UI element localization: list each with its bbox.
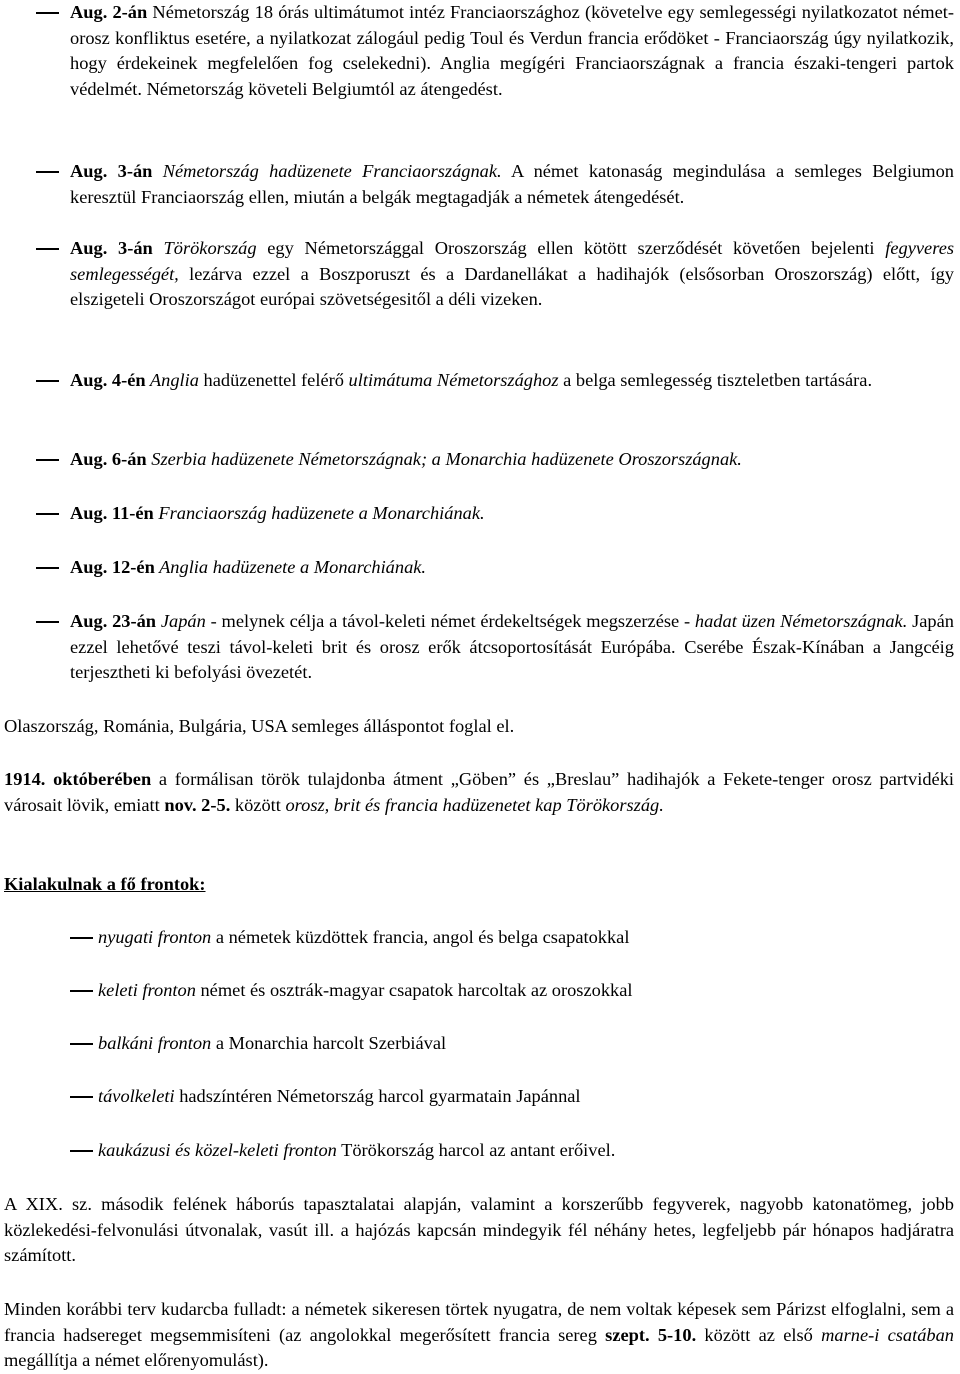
dash-bullet xyxy=(36,368,60,394)
dash-bullet xyxy=(36,555,60,581)
entry-date: Aug. 23-án xyxy=(70,611,157,631)
entry-date: Aug. 3-án xyxy=(70,238,153,258)
entry-date: Aug. 2-án xyxy=(70,2,148,22)
entry-date: Aug. 3-án xyxy=(70,161,153,181)
marne-paragraph: Minden korábbi terv kudarcba fulladt: a németek sikeresen törtek nyugatra, de nem voltak képesek sem Párizst elfoglalni, sem a francia hadsereget megsemmisíteni (az angolokkal megerősített francia sereg szept. 5-10. között az első marne-i csatában megállítja a német előrenyomulást). xyxy=(4,1299,954,1371)
entry-text: Aug. 12-én Anglia hadüzenete a Monarchiának. xyxy=(70,557,427,577)
dash-bullet xyxy=(36,501,60,527)
entry-text: Aug. 3-án Németország hadüzenete Franciaországnak. A német katonaság megindulása a semleges Belgiumon keresztül Franciaország ellen, miután a belgák megtagadják a németek átengedését. xyxy=(70,161,954,207)
dash-bullet xyxy=(36,0,60,26)
dash-bullet xyxy=(70,1084,94,1110)
entry-text: Aug. 11-én Franciaország hadüzenete a Monarchiának. xyxy=(70,503,485,523)
dash-bullet xyxy=(36,447,60,473)
october-1914-paragraph: 1914. októberében a formálisan török tulajdonba átment „Göben” és „Breslau” hadihajók a Fekete-tenger orosz partvidéki városait lövik, emiatt nov. 2-5. között orosz, brit és francia hadüzenetet kap Törökország. xyxy=(4,769,955,815)
entry-text: Aug. 6-án Szerbia hadüzenete Németországnak; a Monarchia hadüzenete Oroszországnak. xyxy=(70,449,742,469)
expectations-paragraph: A XIX. sz. második felének háborús tapasztalatai alapján, valamint a korszerűbb fegyverek, nagyobb katonatömeg, jobb közlekedési-felvonulási útvonalak, vasút ill. a hajózás kapcsán mindegyik fél néhány hetes, legfeljebb pár hónapos hadjáratra számított. xyxy=(4,1194,954,1266)
entry-text: Aug. 2-án Németország 18 órás ultimátumot intéz Franciaországhoz (követelve egy semlegességi nyilatkozatot német-orosz konfliktus esetére, a nyilatkozat zálogául pedig Toul és Verdun francia erődöket - Franciaország úgy nyilatkozik, hogy érdekeinek megfelelően fog cselekedni). Anglia megígéri Franciaországnak a francia északi-tengeri partok védelmét. Németország követeli Belgiumtól az átengedést. xyxy=(70,2,954,99)
entry-date: Aug. 6-án xyxy=(70,449,147,469)
entry-text: Aug. 23-án Japán - melynek célja a távol-keleti német érdekeltségek megszerzése - hadat üzen Németországnak. Japán ezzel lehetővé teszi távol-keleti brit és orosz erők átcsoportosítását Európába. Cserébe Észak-Kínában a Jangcéig terjesztheti ki befolyási övezetét. xyxy=(70,611,954,683)
entry-date: Aug. 12-én xyxy=(70,557,155,577)
dash-bullet xyxy=(70,978,94,1004)
dash-bullet xyxy=(36,159,60,185)
dash-bullet xyxy=(70,925,94,951)
entry-date: Aug. 11-én xyxy=(70,503,154,523)
entry-text: Aug. 4-én Anglia hadüzenettel felérő ultimátuma Németországhoz a belga semlegesség tiszteletben tartására. xyxy=(70,370,873,390)
dash-bullet xyxy=(36,609,60,635)
neutral-countries-paragraph: Olaszország, Románia, Bulgária, USA semleges álláspontot foglal el. xyxy=(4,716,515,736)
dash-bullet xyxy=(36,236,60,262)
dash-bullet xyxy=(70,1138,94,1164)
entry-text: Aug. 3-án Törökország egy Németországgal Oroszország ellen kötött szerződését követően bejelenti fegyveres semlegességét, lezárva ezzel a Boszporuszt és a Dardanellákat a hadihajók (elsősorban Oroszország) előtt, így elszigeteli Oroszországot európai szövetségesitől a déli vizeken. xyxy=(70,238,955,310)
dash-bullet xyxy=(70,1031,94,1057)
entry-date: Aug. 4-én xyxy=(70,370,146,390)
fronts-heading: Kialakulnak a fő frontok: xyxy=(4,874,206,894)
